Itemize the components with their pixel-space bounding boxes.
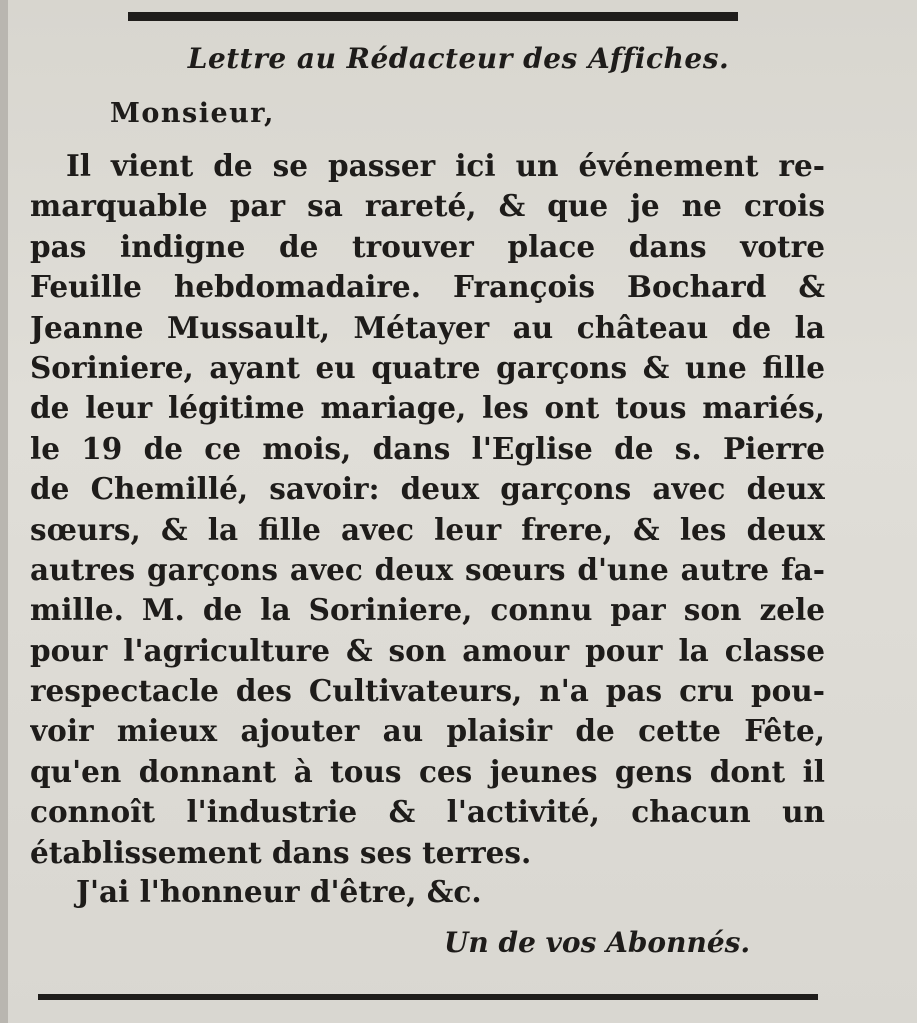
letter-body: [30, 146, 825, 873]
body-line: mille. M. de la Soriniere, connu par son zele: [30, 592, 825, 628]
body-line: le 19 de ce mois, dans l'Eglise de s. Pierre: [30, 430, 825, 466]
body-line: Feuille hebdomadaire. François Bochard &: [30, 269, 825, 305]
body-line: Il vient de se passer ici un événement re-: [66, 148, 825, 183]
body-line: voir mieux ajouter au plaisir de cette Fête,: [30, 713, 825, 749]
salutation: Monsieur,: [110, 98, 275, 129]
body-line: de leur légitime mariage, les ont tous mariés,: [30, 390, 825, 426]
body-line: pas indigne de trouver place dans votre: [30, 228, 825, 264]
letter-heading: Lettre au Rédacteur des Affiches.: [187, 42, 730, 75]
body-line: pour l'agriculture & son amour pour la classe: [30, 632, 825, 668]
bottom-rule: [38, 994, 818, 1000]
closing-line: J'ai l'honneur d'être, &c.: [76, 874, 482, 909]
body-line: connoît l'industrie & l'activité, chacun un: [30, 794, 825, 830]
body-line: Soriniere, ayant eu quatre garçons & une fille: [30, 349, 825, 385]
signature: Un de vos Abonnés.: [444, 926, 751, 959]
body-line: sœurs, & la fille avec leur frere, & les deux: [30, 511, 825, 547]
body-line: marquable par sa rareté, & que je ne crois: [30, 188, 825, 224]
body-line: autres garçons avec deux sœurs d'une autre fa-: [30, 551, 825, 587]
body-line: Jeanne Mussault, Métayer au château de la: [30, 309, 825, 345]
top-rule: [128, 12, 738, 21]
body-line: de Chemillé, savoir: deux garçons avec deux: [30, 471, 825, 507]
page-edge: [0, 0, 8, 1023]
body-line: qu'en donnant à tous ces jeunes gens dont il: [30, 753, 825, 789]
body-line: établissement dans ses terres.: [30, 834, 532, 870]
body-line: respectacle des Cultivateurs, n'a pas cru pou-: [30, 673, 825, 709]
